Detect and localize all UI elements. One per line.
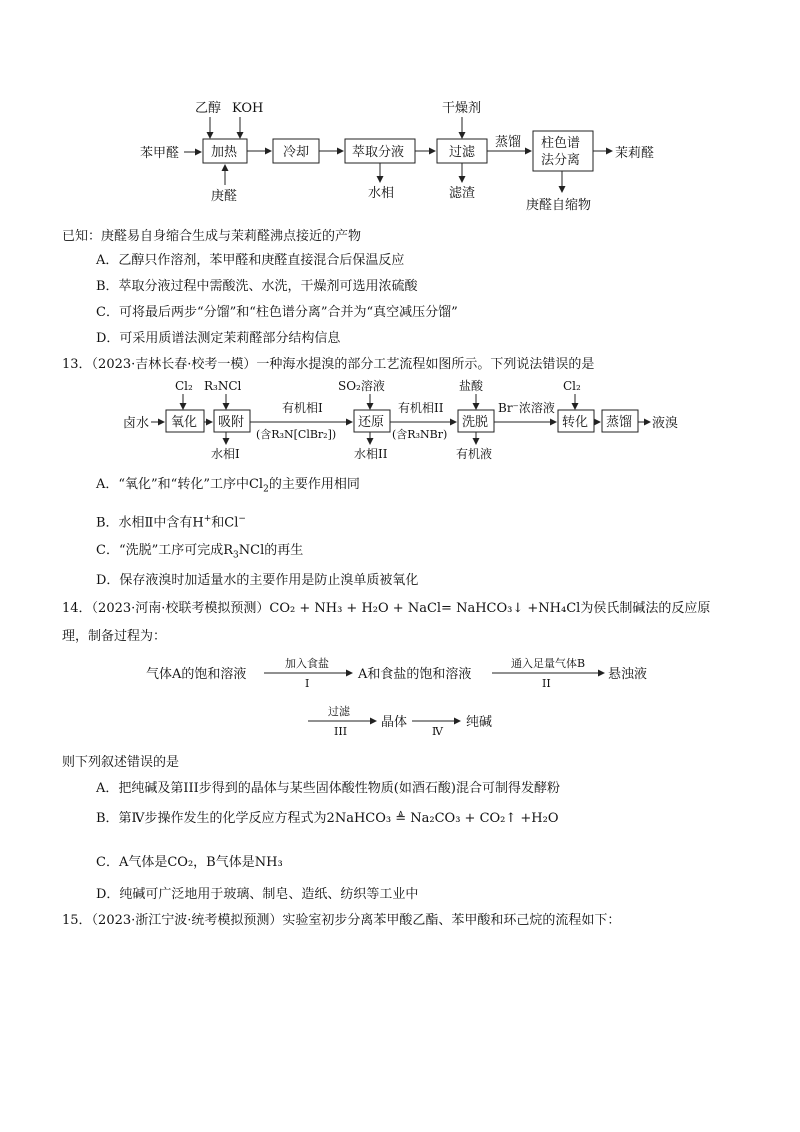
q13-a-text-2: 的主要作用相同 bbox=[268, 477, 360, 492]
reduce-label: 还原 bbox=[358, 415, 385, 430]
arrow-1-label: 加入食盐 bbox=[285, 657, 329, 670]
convert-label: 转化 bbox=[562, 415, 589, 430]
q13-b-h-charge: + bbox=[203, 514, 212, 524]
q13-c-r: R bbox=[223, 543, 234, 558]
org1-note: (含R₃N[ClBr₂]) bbox=[256, 428, 337, 441]
arrow-4-step: Ⅳ bbox=[432, 725, 443, 738]
q13-option-d: D．保存液溴时加适量水的主要作用是防止溴单质被氧化 bbox=[96, 573, 419, 588]
q13-b-and: 和 bbox=[211, 515, 225, 531]
flow1-koh: KOH bbox=[232, 101, 264, 116]
heat-label: 加热 bbox=[211, 145, 238, 160]
q14-c-gas-b: NH₃ bbox=[254, 855, 283, 870]
arrow-2-label: 通入足量气体B bbox=[511, 657, 586, 670]
q14-stem-text: 为侯氏制碱法的反应原 bbox=[580, 601, 711, 616]
flow-step-4: 晶体 bbox=[381, 715, 408, 730]
q14-c-text-2: ，B气体是 bbox=[193, 855, 255, 870]
arrow-1-step: I bbox=[305, 677, 310, 690]
q13-option-b bbox=[96, 510, 246, 532]
q13-b-cl: Cl bbox=[224, 515, 239, 531]
aq1-label: 水相I bbox=[211, 447, 240, 461]
q13-b-h: H bbox=[192, 515, 204, 531]
flow1-start: 苯甲醛 bbox=[140, 146, 180, 161]
q15-stem: 15．（2023·浙江宁波·统考模拟预测）实验室初步分离苯甲酸乙酯、苯甲酸和环己烷的流程如下： bbox=[62, 913, 621, 928]
brine-label: 卤水 bbox=[123, 416, 150, 431]
flow-step-2: A和食盐的饱和溶液 bbox=[358, 667, 472, 682]
q13-option-c bbox=[96, 542, 303, 565]
q14-option-b bbox=[96, 810, 559, 828]
oxidize-label: 氧化 bbox=[171, 415, 198, 430]
q12-option-a: A．乙醇只作溶剂，苯甲醛和庚醛直接混合后保温反应 bbox=[96, 253, 405, 268]
flow1-aq: 水相 bbox=[368, 186, 395, 201]
q13-a-sub: 2 bbox=[263, 484, 269, 495]
q13-b-text: B．水相Ⅱ中含有 bbox=[96, 515, 193, 531]
q12-option-d: D．可采用质谱法测定茉莉醛部分结构信息 bbox=[96, 331, 341, 346]
q14-stem-line2: 理，制备过程为： bbox=[62, 629, 167, 644]
filter-label: 过滤 bbox=[449, 145, 476, 160]
q13-c-text-2: 的再生 bbox=[264, 543, 304, 558]
flow-step-3: 悬浊液 bbox=[608, 667, 648, 682]
flow1-residue: 滤渣 bbox=[449, 186, 476, 201]
column-label-2: 法分离 bbox=[541, 153, 581, 168]
adsorb-label: 吸附 bbox=[218, 415, 245, 430]
aq2-label: 水相II bbox=[354, 447, 388, 461]
q12-option-b: B．萃取分液过程中需酸洗、水洗，干燥剂可选用浓硫酸 bbox=[96, 279, 418, 294]
q13-a-chem: Cl bbox=[248, 477, 264, 492]
q12-option-c: C．可将最后两步“分馏”和“柱色谱分离”合并为“真空减压分馏” bbox=[96, 305, 458, 320]
flow-step-1: 气体A的饱和溶液 bbox=[146, 667, 247, 682]
arrow-3-step: III bbox=[334, 725, 348, 738]
cl2-input-2: Cl₂ bbox=[563, 379, 581, 393]
flow-step-5: 纯碱 bbox=[466, 715, 493, 730]
flow1-distill: 蒸馏 bbox=[495, 135, 522, 150]
flow1-byproduct: 庚醛自缩物 bbox=[526, 198, 592, 213]
column-label-1: 柱色谱 bbox=[541, 136, 581, 151]
q12-known: 已知：庚醛易自身缩合生成与茉莉醛沸点接近的产物 bbox=[62, 229, 362, 244]
q14-equation: CO₂ + NH₃ + H₂O + NaCl= NaHCO₃↓ +NH₄Cl bbox=[269, 601, 581, 616]
extract-label: 萃取分液 bbox=[352, 145, 405, 160]
org2-label: 有机相II bbox=[398, 401, 444, 415]
q14-option-d: D．纯碱可广泛地用于玻璃、制皂、造纸、纺织等工业中 bbox=[96, 887, 419, 902]
elute-label: 洗脱 bbox=[462, 415, 489, 430]
cl2-input: Cl₂ bbox=[175, 379, 193, 393]
q13-stem: 13．（2023·吉林长春·校考一模）一种海水提溴的部分工艺流程如图所示。下列说法错误的是 bbox=[62, 357, 595, 372]
distill-label: 蒸馏 bbox=[606, 415, 633, 430]
q14-option-c bbox=[96, 854, 283, 872]
q13-c-text: C．“洗脱”工序可完成 bbox=[96, 543, 224, 558]
liquid-bromine-label: 液溴 bbox=[652, 416, 679, 431]
q14-c-gas-a: CO₂ bbox=[167, 855, 194, 870]
q13-c-r-sub: 3 bbox=[233, 550, 239, 561]
organic-liquid-label: 有机液 bbox=[456, 447, 493, 461]
q14-stem-source: 14．（2023·河南·校联考模拟预测） bbox=[62, 601, 270, 616]
flow1-ethanol: 乙醇 bbox=[195, 101, 222, 116]
solvay-flow-diagram bbox=[0, 650, 800, 746]
flow1-heptanal: 庚醛 bbox=[211, 189, 238, 204]
q13-b-cl-charge: − bbox=[238, 514, 246, 524]
flow1-dryer: 干燥剂 bbox=[442, 101, 482, 116]
q14-tail: 则下列叙述错误的是 bbox=[62, 755, 180, 770]
arrow-3-label: 过滤 bbox=[328, 705, 350, 718]
flow1-product: 茉莉醛 bbox=[615, 146, 655, 161]
org2-note: (含R₃NBr) bbox=[392, 428, 448, 441]
q14-option-a: A．把纯碱及第III步得到的晶体与某些固体酸性物质(如酒石酸)混合可制得发酵粉 bbox=[96, 781, 560, 796]
org1-label: 有机相I bbox=[282, 401, 323, 415]
bromine-flow-diagram bbox=[0, 374, 800, 464]
jasminaldehyde-flow-diagram bbox=[0, 0, 800, 230]
q13-a-text: A．“氧化”和“转化”工序中 bbox=[96, 477, 249, 492]
arrow-2-step: II bbox=[542, 677, 551, 690]
r3ncl-input: R₃NCl bbox=[204, 379, 242, 393]
so2-input: SO₂溶液 bbox=[338, 379, 385, 393]
br-solution-label: Br⁻浓溶液 bbox=[498, 401, 555, 415]
q14-b-equation: 2NaHCO₃ ≜ Na₂CO₃ + CO₂↑ +H₂O bbox=[326, 811, 559, 826]
cool-label: 冷却 bbox=[283, 145, 310, 160]
q14-c-text: C．A气体是 bbox=[96, 855, 168, 870]
hcl-input: 盐酸 bbox=[459, 379, 484, 393]
q14-b-text: B．第Ⅳ步操作发生的化学反应方程式为 bbox=[96, 811, 327, 826]
q13-option-a bbox=[96, 476, 360, 499]
q14-stem bbox=[62, 600, 710, 618]
q13-c-ncl: NCl bbox=[238, 543, 265, 558]
